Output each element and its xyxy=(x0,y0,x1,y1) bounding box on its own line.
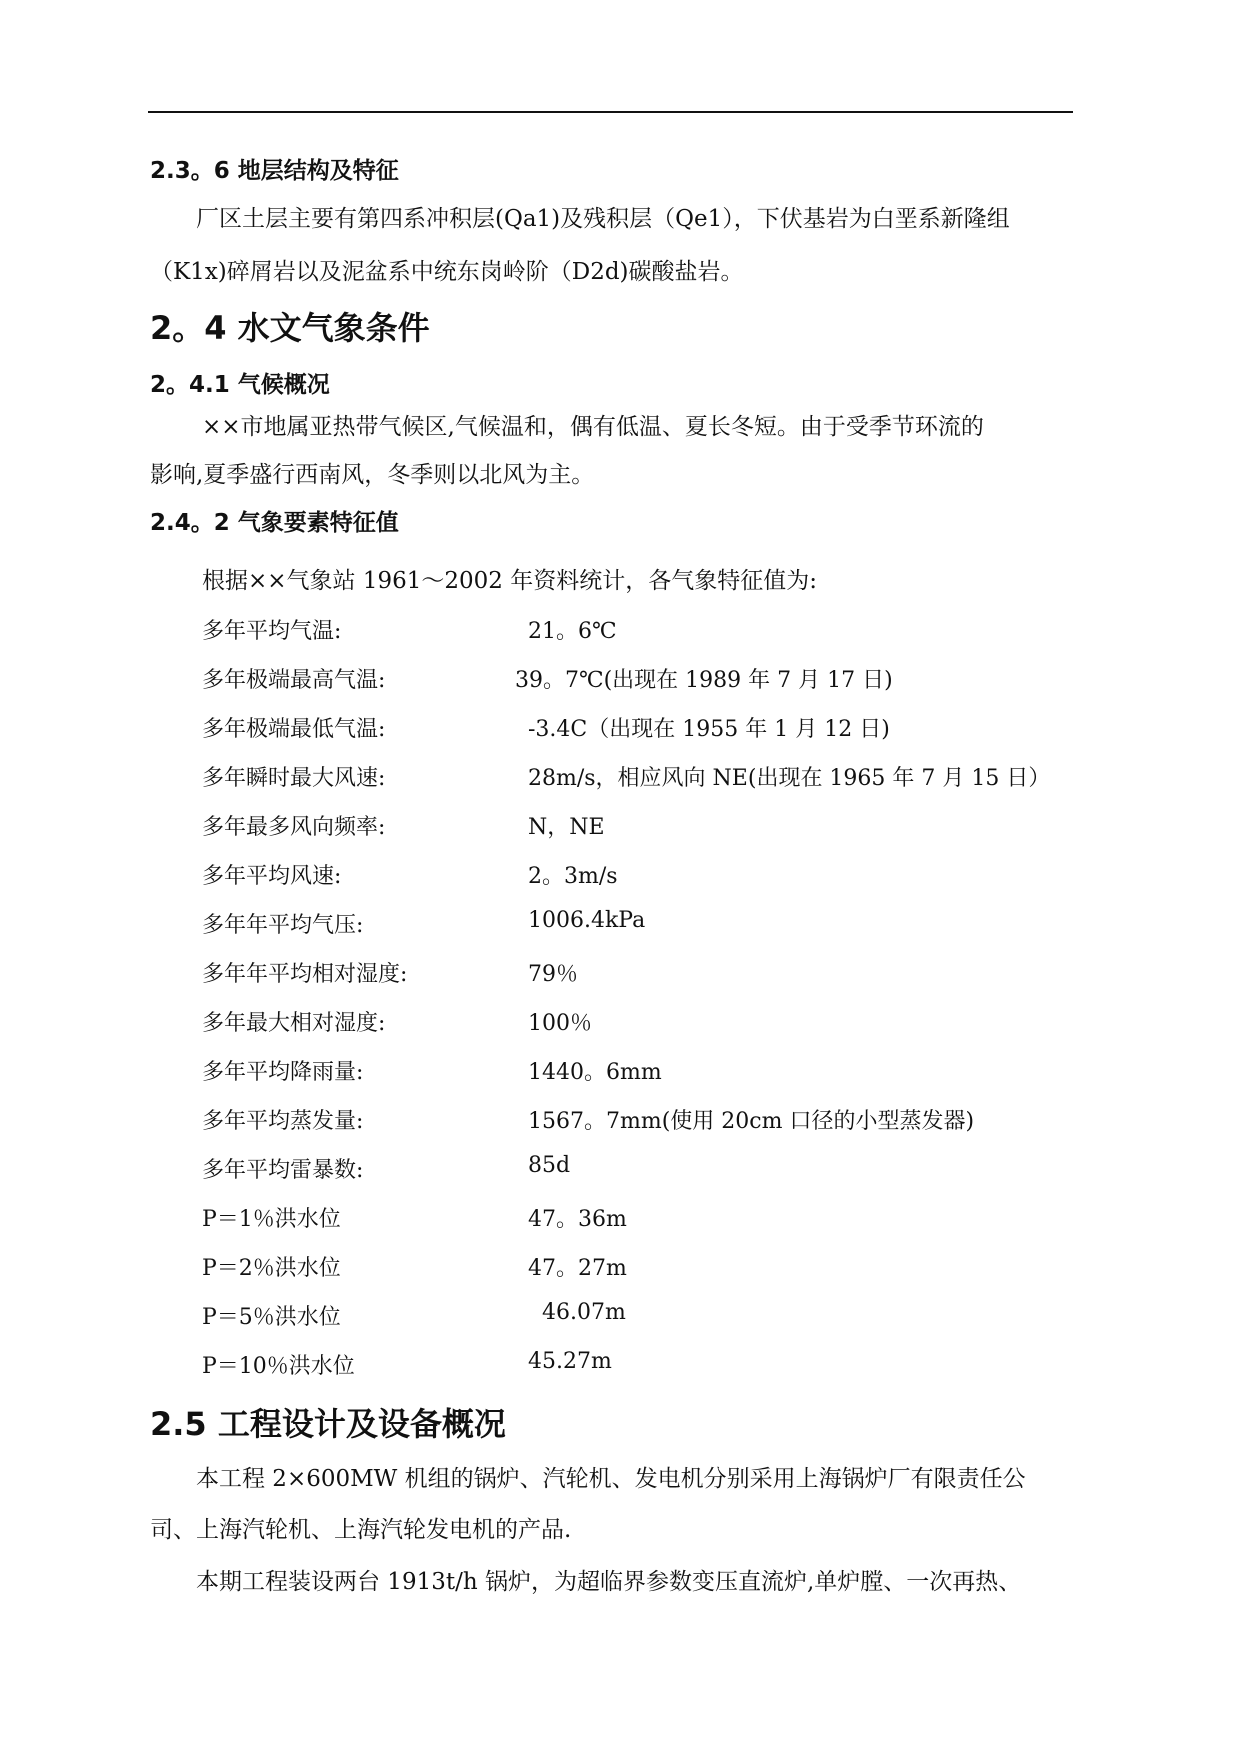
climate-row xyxy=(0,1055,1241,1095)
climate-row xyxy=(0,1202,1241,1242)
climate-row-label: P＝2％洪水位 xyxy=(202,1256,341,1281)
climate-row-label: 多年极端最高气温: xyxy=(202,668,386,693)
climate-row-label: 多年平均气温: xyxy=(202,619,342,644)
climate-row xyxy=(0,614,1241,654)
climate-row-value: 79％ xyxy=(528,962,578,987)
section-2-4-1-para-line1: ××市地属亚热带气候区,气候温和，偶有低温、夏长冬短。由于受季节环流的 xyxy=(202,414,984,440)
climate-row-label: 多年平均蒸发量: xyxy=(202,1109,364,1134)
climate-row-label: 多年最大相对湿度: xyxy=(202,1011,386,1036)
climate-row-value: -3.4C（出现在 1955 年 1 月 12 日) xyxy=(528,717,890,742)
climate-row-label: 多年年平均气压: xyxy=(202,913,364,938)
section-2-4-title: 2。4 水文气象条件 xyxy=(150,309,430,347)
section-2-4-1-para-line2: 影响,夏季盛行西南风，冬季则以北风为主。 xyxy=(150,462,595,488)
section-2-5-para-line3: 本期工程装设两台 1913t/h 锅炉，为超临界参数变压直流炉,单炉膛、一次再热、 xyxy=(196,1569,1022,1595)
climate-row-value: N，NE xyxy=(528,815,605,840)
climate-row-label: 多年年平均相对湿度: xyxy=(202,962,408,987)
climate-row-value: 1440。6mm xyxy=(528,1060,662,1085)
climate-row-value: 46.07m xyxy=(542,1300,626,1325)
climate-row-label: 多年瞬时最大风速: xyxy=(202,766,386,791)
climate-row-label: 多年平均风速: xyxy=(202,864,342,889)
climate-row-label: 多年最多风向频率: xyxy=(202,815,386,840)
climate-row-label: P＝5％洪水位 xyxy=(202,1305,341,1330)
climate-row-value: 28m/s，相应风向 NE(出现在 1965 年 7 月 15 日） xyxy=(528,766,1051,791)
climate-row xyxy=(0,663,1241,703)
climate-row xyxy=(0,1251,1241,1291)
section-2-5-para-line1: 本工程 2×600MW 机组的锅炉、汽轮机、发电机分别采用上海锅炉厂有限责任公 xyxy=(196,1466,1026,1492)
climate-row xyxy=(0,712,1241,752)
header-rule xyxy=(148,111,1073,113)
climate-row xyxy=(0,761,1241,801)
climate-row-label: P＝1％洪水位 xyxy=(202,1207,341,1232)
climate-row-label: 多年极端最低气温: xyxy=(202,717,386,742)
section-2-3-6-para-line2: （K1x)碎屑岩以及泥盆系中统东岗岭阶（D2d)碳酸盐岩。 xyxy=(150,259,744,285)
section-2-5-title: 2.5 工程设计及设备概况 xyxy=(150,1405,506,1443)
climate-row xyxy=(0,1349,1241,1389)
climate-row-label: 多年平均雷暴数: xyxy=(202,1158,364,1183)
climate-row xyxy=(0,859,1241,899)
climate-row xyxy=(0,810,1241,850)
climate-row-value: 2。3m/s xyxy=(528,864,618,889)
climate-row xyxy=(0,1104,1241,1144)
climate-row-value: 1006.4kPa xyxy=(528,908,646,933)
climate-row-value: 100％ xyxy=(528,1011,592,1036)
section-2-5-para-line2: 司、上海汽轮机、上海汽轮发电机的产品. xyxy=(150,1517,572,1543)
climate-row-label: P＝10％洪水位 xyxy=(202,1354,355,1379)
climate-row-value: 47。27m xyxy=(528,1256,627,1281)
section-2-3-6-title: 2.3。6 地层结构及特征 xyxy=(150,158,399,184)
climate-row-value: 1567。7mm(使用 20cm 口径的小型蒸发器) xyxy=(528,1109,975,1134)
climate-row-value: 47。36m xyxy=(528,1207,627,1232)
climate-row-value: 39。7℃(出现在 1989 年 7 月 17 日) xyxy=(515,668,893,693)
climate-row xyxy=(0,957,1241,997)
climate-row-value: 85d xyxy=(528,1153,571,1178)
climate-row xyxy=(0,1300,1241,1340)
climate-row xyxy=(0,1153,1241,1193)
section-2-4-1-title: 2。4.1 气候概况 xyxy=(150,372,330,398)
climate-row-label: 多年平均降雨量: xyxy=(202,1060,364,1085)
climate-row xyxy=(0,1006,1241,1046)
climate-row xyxy=(0,908,1241,948)
section-2-3-6-para-line1: 厂区土层主要有第四系冲积层(Qa1)及残积层（Qe1），下伏基岩为白垩系新隆组 xyxy=(196,206,1010,232)
section-2-4-2-intro: 根据××气象站 1961～2002 年资料统计，各气象特征值为: xyxy=(202,568,817,594)
climate-row-value: 21。6℃ xyxy=(528,619,617,644)
section-2-4-2-title: 2.4。2 气象要素特征值 xyxy=(150,510,399,536)
climate-row-value: 45.27m xyxy=(528,1349,612,1374)
